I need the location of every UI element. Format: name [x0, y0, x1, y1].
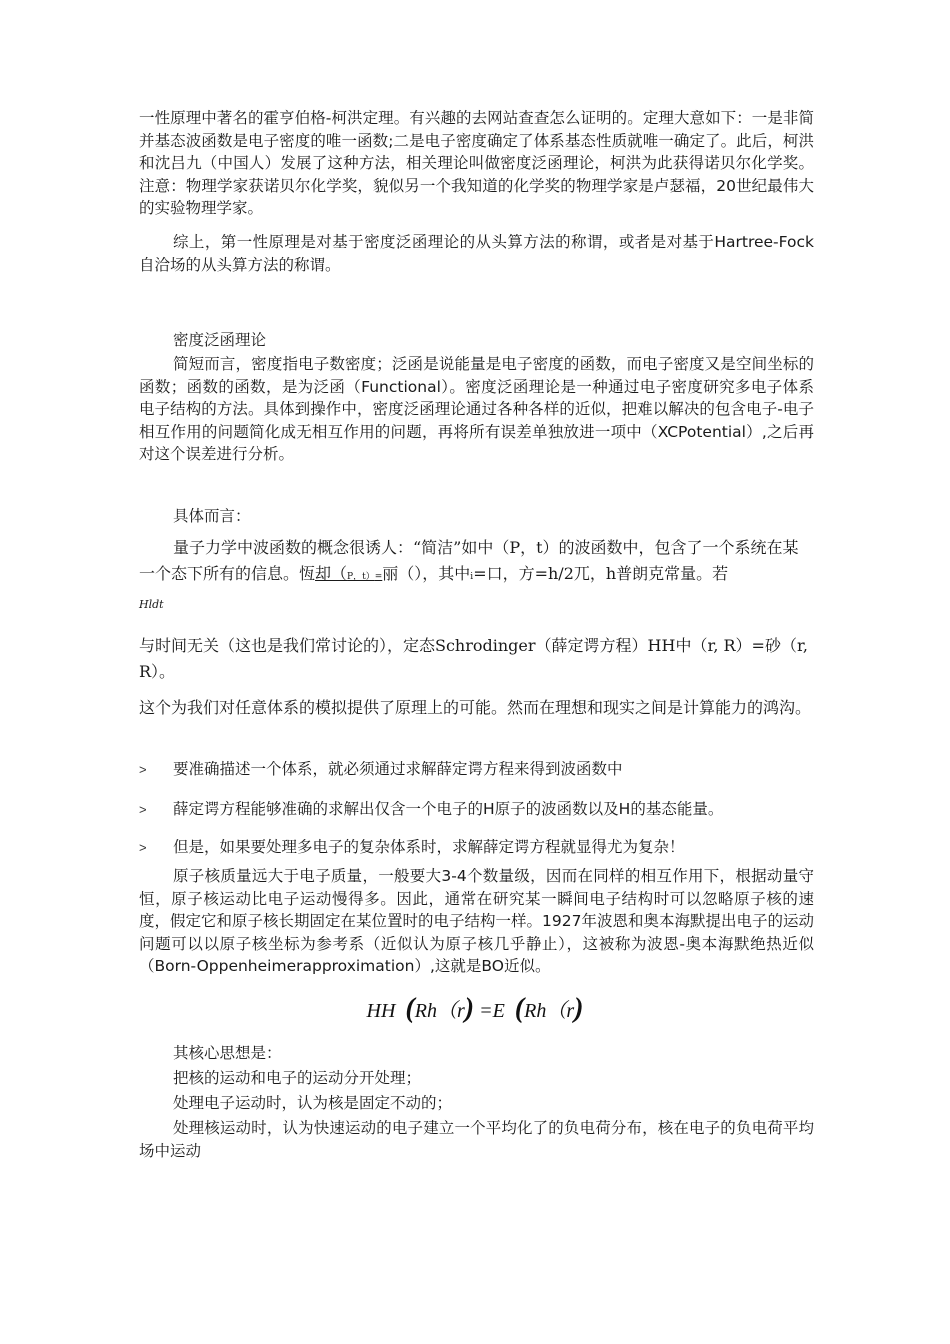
bullet-marker: >: [139, 802, 147, 817]
hamiltonian-term: Hldt: [139, 598, 164, 611]
bullet-text: 但是，如果要处理多电子的复杂体系时，求解薛定谔方程就显得尤为复杂！: [173, 838, 685, 856]
bullet-item: [139, 798, 829, 821]
dft-paragraph: 简短而言，密度指电子数密度；泛函是说能量是电子密度的函数，而电子密度又是空间坐标的函数；函数的函数，是为泛函（Functional）。密度泛函理论是一种通过电子密度研究多电子体系电子结构的方法。具体到操作中，密度泛函理论通过各种各样的近似，把难以解决的包含电子-电子相互作用的问题简化成无相互作用的问题，再将所有误差单独放进一项中（XCPotential）,之后再对这个误差进行分析。: [139, 355, 814, 463]
intro-paragraph-1: 一性原理中著名的霍亨伯格-柯洪定理。有兴趣的去网站查查怎么证明的。定理大意如下：一是非简并基态波函数是电子密度的唯一函数;二是电子密度确定了体系基态性质就唯一确定了。此后，柯洪和沈吕九（中国人）发展了这种方法，相关理论叫做密度泛函理论，柯洪为此获得诺贝尔化学奖。注意：物理学家获诺贝尔化学奖，貌似另一个我知道的化学奖的物理学家是卢瑟福，20世纪最伟大的实验物理学家。: [139, 109, 814, 217]
equation-energy: =E: [479, 1000, 505, 1022]
bo-paragraph: 原子核质量远大于电子质量，一般要大3-4个数量级，因而在同样的相互作用下，根据动量守恒，原子核运动比电子运动慢得多。因此，通常在研究某一瞬间电子结构时可以忽略原子核的速度，假定它和原子核长期固定在某位置时的电子结构一样。1927年波恩和奥本海默提出电子的运动问题可以以原子核坐标为参考系（近似认为原子核几乎静止），这被称为波恩-奥本海默绝热近似（Born-Oppenheimerapproximation）,这就是BO近似。: [139, 867, 814, 975]
equation-lhs-wavefunction: Rh（r: [414, 1000, 465, 1022]
bullet-item: [139, 758, 829, 781]
wavefunction-text-3: =口，方=h/2兀，h普朗克常量。若: [473, 564, 729, 583]
specific-heading: 具体而言：: [173, 507, 251, 525]
wavefunction-underlined-eq: =: [374, 572, 383, 582]
wavefunction-underlined-a: 却（: [315, 564, 348, 583]
wavefunction-underlined: [315, 564, 382, 583]
bo-equation: [0, 994, 950, 1026]
bullet-marker: >: [139, 840, 147, 855]
schrodinger-paragraph: 与时间无关（这也是我们常讨论的），定态Schrodinger（薛定谔方程）HH中（r, R）=砂（r, R）。: [139, 636, 808, 681]
intro-paragraph-2: 综上，第一性原理是对基于密度泛函理论的从头算方法的称谓，或者是对基于Hartree-Fock自洽场的从头算方法的称谓。: [139, 233, 814, 274]
bullet-text: 薛定谔方程能够准确的求解出仅含一个电子的H原子的波函数以及H的基态能量。: [173, 800, 724, 818]
wavefunction-paragraph: [139, 535, 814, 618]
gap-paragraph: 这个为我们对任意体系的模拟提供了原理上的可能。然而在理想和现实之间是计算能力的鸿沟。: [139, 698, 812, 717]
core-point-2: 处理电子运动时，认为核是固定不动的；: [173, 1094, 453, 1112]
equation-operator: HH: [366, 1000, 396, 1022]
equation-rhs-wavefunction: Rh（r: [524, 1000, 575, 1022]
core-point-1: 把核的运动和电子的运动分开处理；: [173, 1069, 422, 1087]
wavefunction-text-2: 丽（），其中: [382, 564, 471, 583]
equation-paren-open: (: [405, 993, 415, 1024]
dft-heading: 密度泛函理论: [173, 331, 267, 349]
imaginary-unit: i: [470, 572, 474, 582]
wavefunction-underlined-args: P，t）: [347, 572, 375, 582]
bullet-text: 要准确描述一个体系，就必须通过求解薛定谔方程来得到波函数中: [173, 760, 623, 778]
wavefunction-glyph: 恆: [299, 564, 316, 583]
equation-paren-close: ): [574, 993, 584, 1024]
equation-paren-close: ): [464, 993, 475, 1024]
core-heading: 其核心思想是：: [173, 1044, 282, 1062]
equation-paren-open: (: [514, 993, 525, 1024]
bullet-marker: >: [139, 762, 147, 777]
core-point-3: 处理核运动时，认为快速运动的电子建立一个平均化了的负电荷分布，核在电子的负电荷平均场中运动: [139, 1119, 814, 1160]
bullet-item: [139, 836, 829, 859]
wavefunction-text: 量子力学中波函数的概念很诱人：“简洁”如中（P，t）的波函数中，包含了一个系统在某一个态下所有的信息。: [139, 538, 799, 583]
